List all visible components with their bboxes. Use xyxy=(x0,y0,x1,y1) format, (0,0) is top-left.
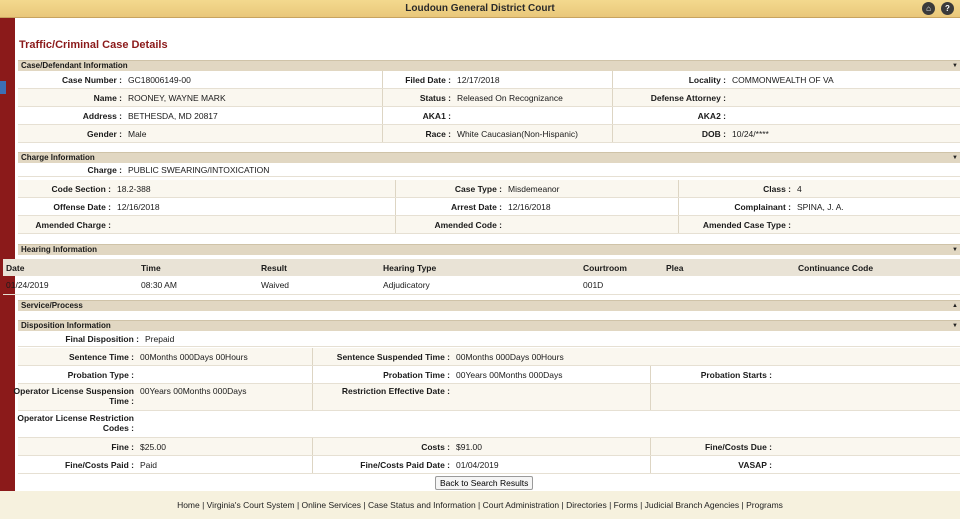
section-title: Disposition Information xyxy=(21,321,111,330)
ol-suspension-label xyxy=(0,386,138,406)
fine-costs-due-label: Fine/Costs Due : xyxy=(704,441,772,452)
collapse-arrow-icon[interactable]: ▼ xyxy=(952,247,958,253)
final-disposition-value: Prepaid xyxy=(145,333,175,344)
disposition-row-3 xyxy=(18,366,960,384)
disposition-row-4 xyxy=(13,384,960,411)
fine-label: Fine : xyxy=(111,441,134,452)
race-value: White Caucasian(Non-Hispanic) xyxy=(457,128,578,139)
case-row-2 xyxy=(18,89,960,107)
filed-date-label: Filed Date : xyxy=(405,74,451,85)
amended-charge-label: Amended Charge : xyxy=(35,219,111,230)
charge-row-3 xyxy=(18,198,960,216)
column-header-result: Result xyxy=(258,259,380,276)
name-label: Name : xyxy=(93,92,122,103)
amended-code-label: Amended Code : xyxy=(434,219,502,230)
ol-restriction-label-line2: Codes : xyxy=(102,423,134,433)
status-value: Released On Recognizance xyxy=(457,92,563,103)
column-header-plea: Plea xyxy=(663,259,795,276)
disposition-row-1 xyxy=(18,331,960,347)
case-row-4 xyxy=(18,125,960,143)
address-label: Address : xyxy=(82,110,122,121)
page-title: Traffic/Criminal Case Details xyxy=(19,39,168,51)
collapse-arrow-icon[interactable]: ▼ xyxy=(952,323,958,329)
help-icon[interactable]: ? xyxy=(941,2,954,15)
arrest-date-value: 12/16/2018 xyxy=(508,201,551,212)
column-header-time: Time xyxy=(138,259,258,276)
sentence-suspended-label: Sentence Suspended Time : xyxy=(336,351,450,362)
class-value: 4 xyxy=(797,183,802,194)
case-number-value: GC18006149-00 xyxy=(128,74,191,85)
disposition-row-2 xyxy=(18,348,960,366)
probation-time-value: 00Years 00Months 000Days xyxy=(456,369,563,380)
defense-attorney-label: Defense Attorney : xyxy=(650,92,726,103)
case-type-label: Case Type : xyxy=(454,183,502,194)
offense-date-value: 12/16/2018 xyxy=(117,201,160,212)
table-row xyxy=(3,276,960,294)
section-title: Charge Information xyxy=(21,153,95,162)
dob-label: DOB : xyxy=(701,128,726,139)
hearing-type: Adjudicatory xyxy=(380,276,580,294)
column-header-hearing-type: Hearing Type xyxy=(380,259,580,276)
section-hearing[interactable] xyxy=(18,244,960,255)
dob-value: 10/24/**** xyxy=(732,128,769,139)
disposition-row-5 xyxy=(18,411,960,438)
section-disposition[interactable] xyxy=(18,320,960,331)
collapse-arrow-icon[interactable]: ▼ xyxy=(952,155,958,161)
charge-row-1 xyxy=(18,163,960,177)
arrest-date-label: Arrest Date : xyxy=(450,201,502,212)
fine-costs-paid-date-label: Fine/Costs Paid Date : xyxy=(360,459,450,470)
fine-value: $25.00 xyxy=(140,441,166,452)
charge-row-2 xyxy=(18,180,960,198)
fine-costs-paid-date-value: 01/04/2019 xyxy=(456,459,499,470)
race-label: Race : xyxy=(425,128,451,139)
hearing-table xyxy=(3,259,960,295)
ol-restriction-label-line1: Operator License Restriction xyxy=(17,413,134,423)
hearing-courtroom: 001D xyxy=(580,276,663,294)
locality-value: COMMONWEALTH OF VA xyxy=(732,74,834,85)
ol-suspension-value: 00Years 00Months 000Days xyxy=(140,386,247,396)
main-content xyxy=(6,18,960,491)
case-number-label: Case Number : xyxy=(62,74,122,85)
case-row-1 xyxy=(18,71,960,89)
ol-restriction-label xyxy=(0,413,138,433)
collapse-arrow-icon[interactable]: ▼ xyxy=(952,63,958,69)
complainant-label: Complainant : xyxy=(734,201,791,212)
hearing-plea xyxy=(663,276,795,294)
disposition-row-7 xyxy=(18,456,960,474)
hearing-date: 01/24/2019 xyxy=(3,276,138,294)
status-label: Status : xyxy=(419,92,451,103)
vasap-label: VASAP : xyxy=(738,459,772,470)
column-header-date: Date xyxy=(3,259,138,276)
case-row-3 xyxy=(18,107,960,125)
section-title: Case/Defendant Information xyxy=(21,61,128,70)
amended-case-type-label: Amended Case Type : xyxy=(702,219,791,230)
hearing-time: 08:30 AM xyxy=(138,276,258,294)
costs-label: Costs : xyxy=(421,441,450,452)
court-title: Loudoun General District Court xyxy=(405,3,555,14)
fine-costs-paid-label: Fine/Costs Paid : xyxy=(65,459,134,470)
header-icons xyxy=(922,2,954,15)
aka2-label: AKA2 : xyxy=(697,110,726,121)
sentence-time-label: Sentence Time : xyxy=(68,351,134,362)
app-header xyxy=(0,0,960,18)
final-disposition-label: Final Disposition : xyxy=(65,333,139,344)
hearing-header-row xyxy=(3,259,960,276)
offense-date-label: Offense Date : xyxy=(53,201,111,212)
column-header-continuance-code: Continuance Code xyxy=(795,259,960,276)
costs-value: $91.00 xyxy=(456,441,482,452)
probation-type-label: Probation Type : xyxy=(67,369,134,380)
disposition-row-6 xyxy=(18,438,960,456)
back-to-search-results-button[interactable]: Back to Search Results xyxy=(435,476,533,490)
home-icon[interactable]: ⌂ xyxy=(922,2,935,15)
ol-suspension-label-line1: Operator License Suspension xyxy=(13,386,134,396)
ol-suspension-label-line2: Time : xyxy=(109,396,134,406)
section-case-defendant[interactable] xyxy=(18,60,960,71)
section-charge[interactable] xyxy=(18,152,960,163)
locality-label: Locality : xyxy=(688,74,726,85)
probation-starts-label: Probation Starts : xyxy=(700,369,772,380)
charge-value: PUBLIC SWEARING/INTOXICATION xyxy=(128,164,270,175)
fine-costs-paid-value: Paid xyxy=(140,459,158,470)
section-service-process[interactable] xyxy=(18,300,960,311)
code-section-label: Code Section : xyxy=(51,183,111,194)
hearing-continuance-code xyxy=(795,276,960,294)
hearing-result: Waived xyxy=(258,276,380,294)
class-label: Class : xyxy=(763,183,791,194)
footer-links[interactable]: Home | Virginia's Court System | Online Services | Case Status and Information | Court Administration | Directories | Forms | Judicial Branch Agencies | Programs xyxy=(0,491,960,519)
filed-date-value: 12/17/2018 xyxy=(457,74,500,85)
sentence-time-value: 00Months 000Days 00Hours xyxy=(140,351,248,362)
charge-row-4 xyxy=(18,216,960,234)
expand-arrow-icon[interactable]: ▲ xyxy=(952,303,958,309)
gender-label: Gender : xyxy=(87,128,122,139)
aka1-label: AKA1 : xyxy=(422,110,451,121)
complainant-value: SPINA, J. A. xyxy=(797,201,844,212)
section-title: Hearing Information xyxy=(21,245,98,254)
section-title: Service/Process xyxy=(21,301,83,310)
probation-time-label: Probation Time : xyxy=(383,369,450,380)
column-header-courtroom: Courtroom xyxy=(580,259,663,276)
charge-label: Charge : xyxy=(87,164,122,175)
restriction-date-label: Restriction Effective Date : xyxy=(341,386,450,396)
sentence-suspended-value: 00Months 000Days 00Hours xyxy=(456,351,564,362)
gender-value: Male xyxy=(128,128,147,139)
case-type-value: Misdemeanor xyxy=(508,183,560,194)
address-value: BETHESDA, MD 20817 xyxy=(128,110,218,121)
sidebar-toggle[interactable] xyxy=(0,81,6,94)
name-value: ROONEY, WAYNE MARK xyxy=(128,92,226,103)
code-section-value: 18.2-388 xyxy=(117,183,151,194)
